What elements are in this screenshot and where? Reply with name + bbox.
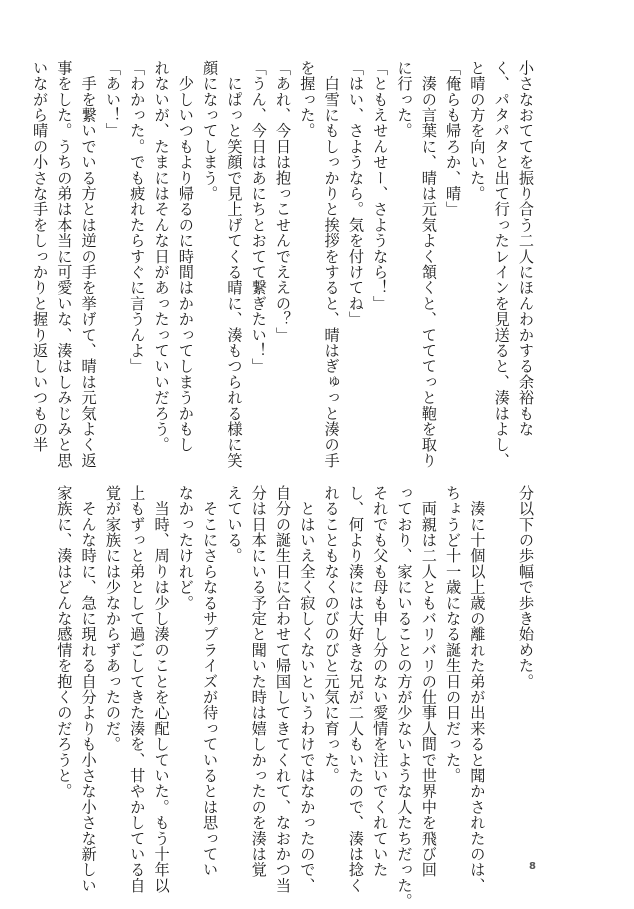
text-line: れることもなくのびのびと元気に育った。 <box>322 485 341 784</box>
text-line <box>489 485 513 845</box>
text-line: 事をした。うちの弟は本当に可愛いな、湊はしみじみと思 <box>55 60 74 469</box>
text-block-bottom <box>55 485 538 909</box>
text-line: 「わかった。でも疲れたらすぐに言うんよ」 <box>128 60 147 374</box>
text-line: 手を繋いでいる方とは逆の手を挙げて、晴は元気よく返 <box>79 60 98 469</box>
text-block-top <box>31 60 538 469</box>
text-line: なかったけれど。 <box>176 485 195 611</box>
text-line: 分は日本にいる予定と聞いた時は嬉しかったのを湊は覚 <box>249 485 268 878</box>
text-line: にぱっと笑顔で見上げてくる晴に、湊もつられる様に笑 <box>225 60 244 469</box>
text-line: 上もずっと弟として過ごしてきた湊を、甘やかしている自 <box>128 485 147 894</box>
text-line: 少しいつもより帰るのに時間はかかってしまうかもし <box>176 60 195 453</box>
text-line: 覚が家族には少なからずあったのだ。 <box>103 485 122 752</box>
text-line: 自分の誕生日に合わせて帰国してきてくれて、なおかつ当 <box>274 485 293 894</box>
text-line: っており、家にいることの方が少ないような人たちだった。 <box>395 485 414 909</box>
text-line: 「ともえせんせー、さようなら！」 <box>371 60 390 312</box>
text-line: を握った。 <box>298 60 317 139</box>
text-line: 「俺らも帰ろか、晴」 <box>444 60 463 217</box>
text-line: 「うん、今日はあにちとおてて繋ぎたい！」 <box>249 60 268 374</box>
text-line: それでも父も母も申し分のない愛情を注いでくれていた <box>371 485 390 878</box>
text-line: く、パタパタと出て行ったレインを見送ると、湊はよし、 <box>492 60 511 469</box>
text-line: 小さなおててを振り合う二人にほんわかする余裕もな <box>517 60 535 437</box>
text-line: とはいえ全く寂しくないというわけではなかったので、 <box>298 485 317 894</box>
text-line: えている。 <box>225 485 244 564</box>
text-line: ちょうど十一歳になる誕生日の日だった。 <box>444 485 463 784</box>
text-line: 顔になってしまう。 <box>201 60 220 202</box>
text-line: し、何より湊には大好きな兄が二人もいたので、湊は捻く <box>346 485 365 894</box>
text-line: いながら晴の小さな手をしっかりと握り返しいつもの半 <box>31 60 50 453</box>
text-line: 「あい！」 <box>103 60 122 139</box>
text-line: れないが、たまにはそんな日があったっていいだろう。 <box>152 60 171 453</box>
text-line: 湊に十個以上歳の離れた弟が出来ると聞かされたのは、 <box>468 485 487 894</box>
text-line: そんな時に、急に現れる自分よりも小さな小さな新しい <box>79 485 98 894</box>
text-line: そこにさらなるサプライズが待っているとは思ってい <box>201 485 220 878</box>
text-line: 「はい、さようなら。気を付けてね」 <box>346 60 365 327</box>
text-line: 分以下の歩幅で歩き始めた。 <box>517 485 535 690</box>
text-line: 家族に、湊はどんな感情を抱くのだろうと。 <box>55 485 74 799</box>
text-line: 「あれ、今日は抱っこせんでええの？」 <box>274 60 293 343</box>
page-number: 8 <box>529 861 536 872</box>
text-line: 白雪にもしっかりと挨拶をすると、晴はぎゅっと湊の手 <box>322 60 341 469</box>
text-line: と晴の方を向いた。 <box>468 60 487 202</box>
text-line: に行った。 <box>395 60 414 139</box>
text-line: 湊の言葉に、晴は元気よく頷くと、てててっと鞄を取り <box>419 60 438 469</box>
text-line: 両親は二人ともバリバリの仕事人間で世界中を飛び回 <box>419 485 438 878</box>
text-line: 当時、周りは少し湊のことを心配していた。もう十年以 <box>152 485 171 894</box>
